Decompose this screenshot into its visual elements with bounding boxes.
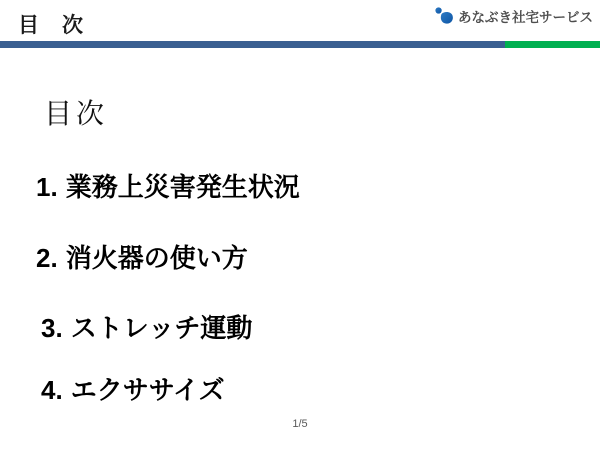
- toc-item-4-title: エクササイズ: [70, 375, 225, 405]
- toc-item-1-title: 業務上災害発生状況: [65, 172, 300, 202]
- company-logo: [434, 5, 593, 27]
- header-divider-bar: [0, 41, 600, 48]
- toc-item-3: [41, 308, 252, 345]
- toc-item-2-title: 消火器の使い方: [65, 243, 248, 273]
- divider-blue-segment: [0, 41, 505, 48]
- page-number: 1/5: [292, 418, 308, 430]
- toc-item-2-number: 2.: [36, 243, 58, 273]
- toc-item-2: [36, 238, 248, 275]
- toc-heading: 目次: [44, 98, 109, 129]
- toc-item-4: [41, 370, 225, 407]
- toc-item-4-number: 4.: [41, 375, 63, 405]
- toc-item-1: [36, 167, 300, 204]
- anabuki-logo-icon: [434, 5, 455, 27]
- toc-item-3-number: 3.: [41, 313, 63, 343]
- company-logo-text: あなぶき社宅サービス: [458, 10, 593, 25]
- divider-green-segment: [505, 41, 600, 48]
- toc-item-1-number: 1.: [36, 172, 58, 202]
- toc-item-3-title: ストレッチ運動: [70, 313, 253, 343]
- slide-header-title: 目 次: [18, 14, 84, 37]
